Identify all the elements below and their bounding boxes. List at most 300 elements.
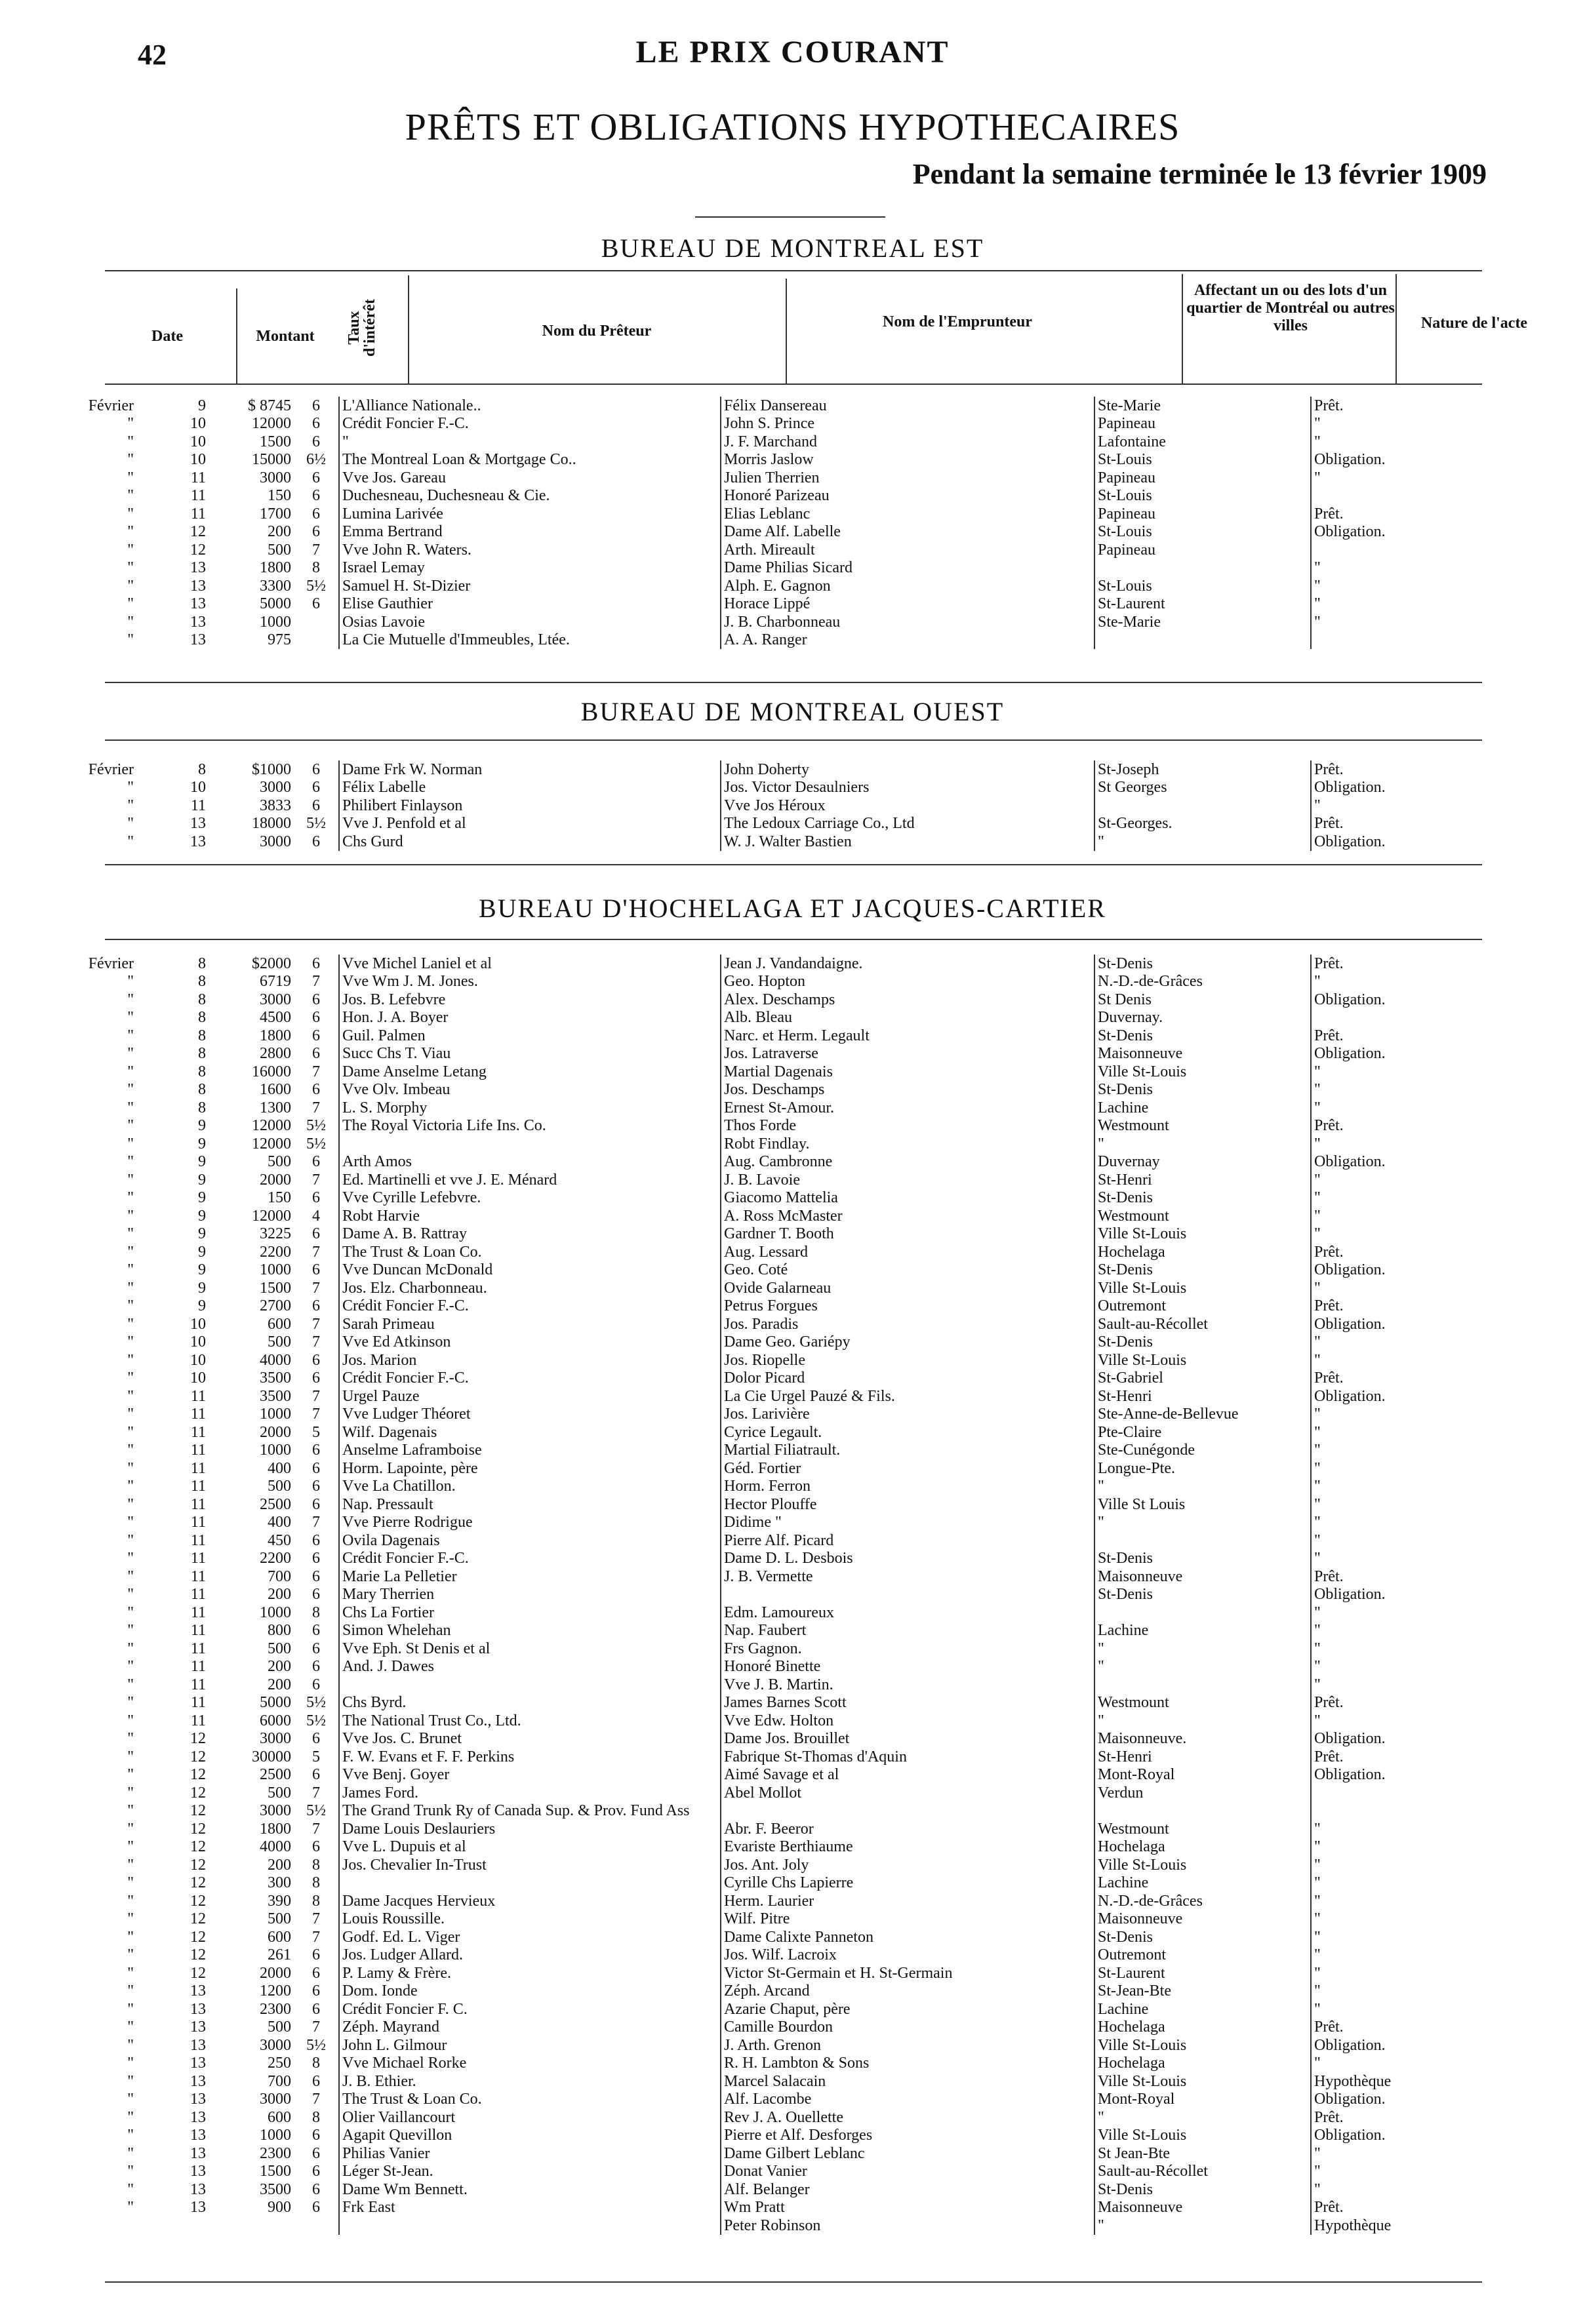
table-row bbox=[0, 1694, 1474, 1712]
borrower-cell: Jos. Riopelle bbox=[721, 1351, 1094, 1369]
table-row bbox=[0, 1567, 1474, 1586]
rate-cell: 6½ bbox=[306, 451, 326, 469]
day-cell: 12 bbox=[190, 1964, 206, 1982]
nature-cell: Obligation. bbox=[1311, 1153, 1474, 1172]
month-cell: " bbox=[127, 2108, 134, 2126]
nature-cell: Prêt. bbox=[1311, 505, 1474, 523]
month-cell: " bbox=[127, 559, 134, 577]
day-cell: 8 bbox=[198, 991, 206, 1008]
table-row bbox=[0, 1045, 1474, 1063]
nature-cell: " bbox=[1311, 433, 1474, 451]
day-cell: 9 bbox=[198, 1189, 206, 1207]
rate-cell: 8 bbox=[312, 1604, 320, 1621]
month-cell: Février bbox=[88, 397, 134, 414]
table-row bbox=[0, 2036, 1474, 2055]
day-cell: 8 bbox=[198, 1009, 206, 1027]
table-row bbox=[0, 1333, 1474, 1352]
district-cell: St-Louis bbox=[1094, 487, 1311, 505]
month-cell: " bbox=[127, 631, 134, 649]
month-cell: " bbox=[127, 1333, 134, 1351]
amount-cell: 400 bbox=[268, 1514, 291, 1531]
day-cell: 11 bbox=[190, 1676, 206, 1693]
borrower-cell: Jean J. Vandandaigne. bbox=[721, 955, 1094, 973]
amount-cell: 3000 bbox=[260, 469, 291, 486]
amount-cell: 2200 bbox=[260, 1243, 291, 1261]
amount-cell: 800 bbox=[268, 1622, 291, 1640]
header-bottom-rule bbox=[105, 384, 1482, 385]
table-row bbox=[0, 1802, 1474, 1821]
borrower-cell: J. Arth. Grenon bbox=[721, 2036, 1094, 2055]
table-row bbox=[0, 1243, 1474, 1261]
month-cell: " bbox=[127, 1838, 134, 1856]
section-title-montreal-ouest: BUREAU DE MONTREAL OUEST bbox=[580, 697, 1005, 726]
amount-cell: 3000 bbox=[260, 2091, 291, 2108]
nature-cell: " bbox=[1311, 559, 1474, 578]
rate-cell: 5½ bbox=[306, 1117, 326, 1135]
table-row bbox=[0, 523, 1474, 542]
borrower-cell: Donat Vanier bbox=[721, 2163, 1094, 2181]
borrower-cell: R. H. Lambton & Sons bbox=[721, 2055, 1094, 2073]
district-cell: Verdun bbox=[1094, 1784, 1311, 1802]
lender-cell: Vve L. Dupuis et al bbox=[339, 1838, 721, 1857]
nature-cell: " bbox=[1311, 1676, 1474, 1694]
day-cell: 13 bbox=[190, 577, 206, 595]
month-cell: " bbox=[127, 1243, 134, 1261]
amount-cell: 1200 bbox=[260, 1982, 291, 2000]
lender-cell: Jos. B. Lefebvre bbox=[339, 991, 721, 1009]
lender-cell: Succ Chs T. Viau bbox=[339, 1045, 721, 1063]
lender-cell: Godf. Ed. L. Viger bbox=[339, 1928, 721, 1946]
nature-cell bbox=[1311, 487, 1474, 505]
district-cell: St-Denis bbox=[1094, 1189, 1311, 1208]
borrower-cell: Alph. E. Gagnon bbox=[721, 577, 1094, 595]
lender-cell: Wilf. Dagenais bbox=[339, 1423, 721, 1442]
district-cell: Ste-Marie bbox=[1094, 613, 1311, 631]
table-row bbox=[0, 1604, 1474, 1622]
nature-cell: Obligation. bbox=[1311, 1387, 1474, 1406]
district-cell: Duvernay. bbox=[1094, 1009, 1311, 1027]
amount-cell: 900 bbox=[268, 2199, 291, 2216]
table-row bbox=[0, 1856, 1474, 1874]
rate-cell: 5½ bbox=[306, 2036, 326, 2054]
day-cell: 11 bbox=[190, 1406, 206, 1423]
district-cell: St-Denis bbox=[1094, 1586, 1311, 1604]
amount-cell: 3500 bbox=[260, 1387, 291, 1405]
district-cell: Maisonneuve bbox=[1094, 1567, 1311, 1586]
borrower-cell: Didime " bbox=[721, 1514, 1094, 1532]
district-cell: St-Denis bbox=[1094, 1928, 1311, 1946]
amount-cell: 3300 bbox=[260, 577, 291, 595]
borrower-cell: Abr. F. Beeror bbox=[721, 1820, 1094, 1838]
section-top-rule-3 bbox=[105, 939, 1482, 940]
nature-cell: " bbox=[1311, 1099, 1474, 1117]
month-cell: " bbox=[127, 779, 134, 797]
lender-cell: Horm. Lapointe, père bbox=[339, 1459, 721, 1478]
head-sep-4 bbox=[1182, 274, 1183, 384]
lender-cell: Jos. Chevalier In-Trust bbox=[339, 1856, 721, 1874]
day-cell: 10 bbox=[190, 451, 206, 469]
table-row bbox=[0, 1820, 1474, 1838]
month-cell: " bbox=[127, 1820, 134, 1838]
borrower-cell: Dame D. L. Desbois bbox=[721, 1550, 1094, 1568]
page-title: PRÊTS ET OBLIGATIONS HYPOTHECAIRES bbox=[405, 106, 1180, 148]
table-row bbox=[0, 1550, 1474, 1568]
table-row bbox=[0, 955, 1474, 973]
nature-cell: " bbox=[1311, 1712, 1474, 1730]
borrower-cell: Honoré Binette bbox=[721, 1658, 1094, 1676]
borrower-cell: Dame Calixte Panneton bbox=[721, 1928, 1094, 1946]
table-row bbox=[0, 1027, 1474, 1045]
month-cell: " bbox=[127, 973, 134, 991]
rate-cell: 6 bbox=[312, 1730, 320, 1748]
district-cell: Ville St-Louis bbox=[1094, 1856, 1311, 1874]
nature-cell: " bbox=[1311, 613, 1474, 631]
nature-cell: " bbox=[1311, 1658, 1474, 1676]
month-cell: " bbox=[127, 577, 134, 595]
month-cell: " bbox=[127, 523, 134, 541]
table-row bbox=[0, 1531, 1474, 1550]
table-row bbox=[0, 469, 1474, 487]
table-row bbox=[0, 1640, 1474, 1658]
nature-cell: " bbox=[1311, 2144, 1474, 2163]
nature-cell: Obligation. bbox=[1311, 991, 1474, 1009]
rate-cell: 5½ bbox=[306, 1712, 326, 1729]
day-cell: 12 bbox=[190, 1946, 206, 1964]
rate-cell: 6 bbox=[312, 1189, 320, 1207]
amount-cell: 4000 bbox=[260, 1351, 291, 1369]
table-row bbox=[0, 1495, 1474, 1514]
table-row bbox=[0, 1315, 1474, 1333]
district-cell bbox=[1094, 797, 1311, 815]
amount-cell: $ 8745 bbox=[248, 397, 291, 414]
amount-cell: 4000 bbox=[260, 1838, 291, 1856]
rate-cell: 7 bbox=[312, 1279, 320, 1297]
table-row bbox=[0, 1676, 1474, 1694]
district-cell: St-Louis bbox=[1094, 523, 1311, 542]
day-cell: 12 bbox=[190, 1730, 206, 1748]
lender-cell: Crédit Foncier F.-C. bbox=[339, 1297, 721, 1316]
day-cell: 12 bbox=[190, 1766, 206, 1784]
table-row bbox=[0, 559, 1474, 578]
district-cell: Outremont bbox=[1094, 1297, 1311, 1316]
rate-cell: 6 bbox=[312, 2144, 320, 2162]
table-row bbox=[0, 1387, 1474, 1406]
head-sep-3 bbox=[786, 279, 787, 384]
lender-cell: Vve Ludger Théoret bbox=[339, 1406, 721, 1424]
table-row bbox=[0, 815, 1474, 833]
day-cell: 11 bbox=[190, 1550, 206, 1567]
lender-cell: Vve Benj. Goyer bbox=[339, 1766, 721, 1784]
rate-cell: 6 bbox=[312, 797, 320, 814]
month-cell: " bbox=[127, 1730, 134, 1748]
section-title-hochelaga: BUREAU D'HOCHELAGA ET JACQUES-CARTIER bbox=[479, 894, 1106, 923]
day-cell: 13 bbox=[190, 2072, 206, 2090]
day-cell: 12 bbox=[190, 1838, 206, 1856]
month-cell: " bbox=[127, 1514, 134, 1531]
table-row bbox=[0, 1964, 1474, 1982]
nature-cell bbox=[1311, 1784, 1474, 1802]
amount-cell: 200 bbox=[268, 1856, 291, 1874]
district-cell: Sault-au-Récollet bbox=[1094, 1315, 1311, 1333]
nature-cell: " bbox=[1311, 1874, 1474, 1893]
nature-cell: Prêt. bbox=[1311, 2108, 1474, 2127]
lender-cell: Vve J. Penfold et al bbox=[339, 815, 721, 833]
month-cell: " bbox=[127, 1712, 134, 1729]
month-cell: " bbox=[127, 1910, 134, 1928]
amount-cell: 3000 bbox=[260, 1730, 291, 1748]
rate-cell: 6 bbox=[312, 397, 320, 414]
nature-cell: Obligation. bbox=[1311, 2091, 1474, 2109]
borrower-cell: Pierre et Alf. Desforges bbox=[721, 2127, 1094, 2145]
day-cell: 9 bbox=[198, 1153, 206, 1171]
amount-cell: 2200 bbox=[260, 1550, 291, 1567]
amount-cell: 200 bbox=[268, 1676, 291, 1693]
amount-cell: 1800 bbox=[260, 1820, 291, 1838]
district-cell: Ville St-Louis bbox=[1094, 1351, 1311, 1369]
district-cell: Mont-Royal bbox=[1094, 1766, 1311, 1784]
amount-cell: 6719 bbox=[260, 973, 291, 991]
day-cell: 10 bbox=[190, 415, 206, 433]
lender-cell: And. J. Dawes bbox=[339, 1658, 721, 1676]
month-cell: " bbox=[127, 541, 134, 559]
table-row bbox=[0, 1351, 1474, 1369]
day-cell: 13 bbox=[190, 2091, 206, 2108]
amount-cell: 600 bbox=[268, 1928, 291, 1946]
amount-cell: 1600 bbox=[260, 1081, 291, 1099]
lender-cell: Simon Whelehan bbox=[339, 1622, 721, 1640]
month-cell: " bbox=[127, 2127, 134, 2144]
month-cell: " bbox=[127, 1766, 134, 1784]
table-row bbox=[0, 1892, 1474, 1910]
table-row bbox=[0, 1459, 1474, 1478]
amount-cell: 1500 bbox=[260, 1279, 291, 1297]
rate-cell: 6 bbox=[312, 1153, 320, 1171]
district-cell: " bbox=[1094, 1712, 1311, 1730]
borrower-cell: Alf. Lacombe bbox=[721, 2091, 1094, 2109]
day-cell: 11 bbox=[190, 1567, 206, 1585]
district-cell: St-Jean-Bte bbox=[1094, 1982, 1311, 2001]
district-cell: St-Henri bbox=[1094, 1387, 1311, 1406]
day-cell: 13 bbox=[190, 1982, 206, 2000]
rate-cell: 8 bbox=[312, 2108, 320, 2126]
rate-cell: 6 bbox=[312, 1622, 320, 1640]
table-row bbox=[0, 2163, 1474, 2181]
district-cell: St-Laurent bbox=[1094, 1964, 1311, 1982]
nature-cell: " bbox=[1311, 1333, 1474, 1352]
nature-cell: " bbox=[1311, 1063, 1474, 1081]
table-row bbox=[0, 1153, 1474, 1172]
month-cell: " bbox=[127, 1171, 134, 1189]
table-row bbox=[0, 2144, 1474, 2163]
rate-cell: 6 bbox=[312, 2163, 320, 2180]
amount-cell: 4500 bbox=[260, 1009, 291, 1027]
lender-cell: Chs La Fortier bbox=[339, 1604, 721, 1622]
month-cell: " bbox=[127, 1640, 134, 1657]
amount-cell: 12000 bbox=[252, 1135, 291, 1152]
table-row bbox=[0, 631, 1474, 650]
day-cell: 11 bbox=[190, 1712, 206, 1729]
amount-cell: 200 bbox=[268, 1586, 291, 1604]
borrower-cell: Martial Filiatrault. bbox=[721, 1442, 1094, 1460]
table-montreal-est bbox=[0, 397, 1474, 649]
amount-cell: 1000 bbox=[260, 1406, 291, 1423]
nature-cell: Prêt. bbox=[1311, 1694, 1474, 1712]
borrower-cell: Jos. Victor Desaulniers bbox=[721, 779, 1094, 797]
day-cell: 10 bbox=[190, 1333, 206, 1351]
rate-cell: 8 bbox=[312, 2055, 320, 2072]
lender-cell: Frk East bbox=[339, 2199, 721, 2217]
district-cell: N.-D.-de-Grâces bbox=[1094, 973, 1311, 991]
borrower-cell: Aug. Cambronne bbox=[721, 1153, 1094, 1172]
nature-cell: " bbox=[1311, 1207, 1474, 1225]
rate-cell: 7 bbox=[312, 1910, 320, 1928]
month-cell: " bbox=[127, 1964, 134, 1982]
day-cell: 11 bbox=[190, 469, 206, 486]
lender-cell: Vve John R. Waters. bbox=[339, 541, 721, 559]
lender-cell: The Trust & Loan Co. bbox=[339, 1243, 721, 1261]
month-cell: " bbox=[127, 1081, 134, 1099]
month-cell: " bbox=[127, 1261, 134, 1279]
day-cell: 12 bbox=[190, 541, 206, 559]
rate-cell: 5½ bbox=[306, 1135, 326, 1152]
rate-cell: 6 bbox=[312, 1838, 320, 1856]
district-cell: Lachine bbox=[1094, 1099, 1311, 1117]
day-cell: 9 bbox=[198, 1225, 206, 1243]
lender-cell: Olier Vaillancourt bbox=[339, 2108, 721, 2127]
nature-cell: Prêt. bbox=[1311, 1369, 1474, 1388]
nature-cell: " bbox=[1311, 1081, 1474, 1099]
table-row bbox=[0, 595, 1474, 614]
nature-cell: Prêt. bbox=[1311, 1243, 1474, 1261]
section-montreal-ouest bbox=[0, 760, 1585, 851]
day-cell: 11 bbox=[190, 487, 206, 505]
table-row bbox=[0, 505, 1474, 523]
nature-cell: " bbox=[1311, 1478, 1474, 1496]
day-cell: 9 bbox=[198, 397, 206, 414]
district-cell: Longue-Pte. bbox=[1094, 1459, 1311, 1478]
month-cell: " bbox=[127, 1567, 134, 1585]
day-cell: 8 bbox=[198, 955, 206, 972]
table-row bbox=[0, 1730, 1474, 1748]
nature-cell: Prêt. bbox=[1311, 2199, 1474, 2217]
nature-cell: " bbox=[1311, 1928, 1474, 1946]
borrower-cell bbox=[721, 1802, 1094, 1821]
district-cell: " bbox=[1094, 2216, 1311, 2235]
borrower-cell bbox=[721, 1586, 1094, 1604]
rate-cell: 5½ bbox=[306, 1802, 326, 1820]
lender-cell: The National Trust Co., Ltd. bbox=[339, 1712, 721, 1730]
amount-cell: 3000 bbox=[260, 779, 291, 797]
month-cell: " bbox=[127, 1369, 134, 1387]
district-cell bbox=[1094, 1604, 1311, 1622]
district-cell: Papineau bbox=[1094, 415, 1311, 433]
lender-cell bbox=[339, 1874, 721, 1893]
rate-cell: 6 bbox=[312, 1369, 320, 1387]
nature-cell: " bbox=[1311, 1171, 1474, 1189]
month-cell: " bbox=[127, 2019, 134, 2036]
borrower-cell: Wilf. Pitre bbox=[721, 1910, 1094, 1929]
day-cell: 13 bbox=[190, 2144, 206, 2162]
amount-cell: 500 bbox=[268, 1784, 291, 1802]
district-cell bbox=[1094, 1802, 1311, 1821]
amount-cell: 2500 bbox=[260, 1495, 291, 1513]
lender-cell: Agapit Quevillon bbox=[339, 2127, 721, 2145]
day-cell: 12 bbox=[190, 1874, 206, 1892]
nature-cell: " bbox=[1311, 1423, 1474, 1442]
district-cell: Ville St Louis bbox=[1094, 1495, 1311, 1514]
rate-cell: 6 bbox=[312, 991, 320, 1008]
borrower-cell: Aug. Lessard bbox=[721, 1243, 1094, 1261]
lender-cell: Robt Harvie bbox=[339, 1207, 721, 1225]
rate-cell: 6 bbox=[312, 1658, 320, 1676]
nature-cell: Obligation. bbox=[1311, 2127, 1474, 2145]
nature-cell: Prêt. bbox=[1311, 815, 1474, 833]
day-cell: 13 bbox=[190, 2180, 206, 2198]
table-row bbox=[0, 2216, 1474, 2235]
lender-cell: " bbox=[339, 433, 721, 451]
lender-cell: Samuel H. St-Dizier bbox=[339, 577, 721, 595]
amount-cell: 18000 bbox=[252, 815, 291, 833]
lender-cell: Dame Louis Deslauriers bbox=[339, 1820, 721, 1838]
day-cell: 13 bbox=[190, 2036, 206, 2054]
rate-cell: 6 bbox=[312, 2072, 320, 2090]
amount-cell: $1000 bbox=[252, 760, 291, 778]
lender-cell: Chs Byrd. bbox=[339, 1694, 721, 1712]
day-cell: 9 bbox=[198, 1243, 206, 1261]
table-row bbox=[0, 760, 1474, 779]
amount-cell: 3500 bbox=[260, 2180, 291, 2198]
borrower-cell: Dolor Picard bbox=[721, 1369, 1094, 1388]
day-cell: 13 bbox=[190, 2000, 206, 2018]
table-row bbox=[0, 1225, 1474, 1244]
day-cell: 11 bbox=[190, 505, 206, 522]
month-cell: " bbox=[127, 1442, 134, 1459]
rate-cell: 7 bbox=[312, 1099, 320, 1116]
day-cell: 9 bbox=[198, 1117, 206, 1135]
col-head-taux: Taux d'intérêt bbox=[346, 299, 378, 357]
nature-cell: " bbox=[1311, 1982, 1474, 2001]
nature-cell: Obligation. bbox=[1311, 523, 1474, 542]
borrower-cell: J. B. Charbonneau bbox=[721, 613, 1094, 631]
lender-cell: Dame Wm Bennett. bbox=[339, 2180, 721, 2199]
month-cell: " bbox=[127, 1874, 134, 1892]
rate-cell: 8 bbox=[312, 1892, 320, 1910]
nature-cell: Prêt. bbox=[1311, 760, 1474, 779]
district-cell: St-Louis bbox=[1094, 451, 1311, 469]
day-cell: 12 bbox=[190, 1784, 206, 1802]
col-head-montant: Montant bbox=[256, 328, 315, 345]
month-cell: " bbox=[127, 2000, 134, 2018]
amount-cell: 1500 bbox=[260, 2163, 291, 2180]
district-cell: St-Louis bbox=[1094, 577, 1311, 595]
amount-cell: $2000 bbox=[252, 955, 291, 972]
amount-cell: 600 bbox=[268, 2108, 291, 2126]
district-cell: Westmount bbox=[1094, 1694, 1311, 1712]
day-cell: 11 bbox=[190, 1694, 206, 1712]
lender-cell: Guil. Palmen bbox=[339, 1027, 721, 1045]
borrower-cell: Ovide Galarneau bbox=[721, 1279, 1094, 1297]
rate-cell: 7 bbox=[312, 1820, 320, 1838]
borrower-cell: Julien Therrien bbox=[721, 469, 1094, 487]
district-cell: Westmount bbox=[1094, 1117, 1311, 1135]
nature-cell: Obligation. bbox=[1311, 1315, 1474, 1333]
month-cell: " bbox=[127, 1207, 134, 1225]
rate-cell: 6 bbox=[312, 1640, 320, 1657]
day-cell: 10 bbox=[190, 779, 206, 797]
nature-cell: Obligation. bbox=[1311, 833, 1474, 851]
amount-cell: 2700 bbox=[260, 1297, 291, 1315]
rate-cell bbox=[294, 2216, 339, 2235]
